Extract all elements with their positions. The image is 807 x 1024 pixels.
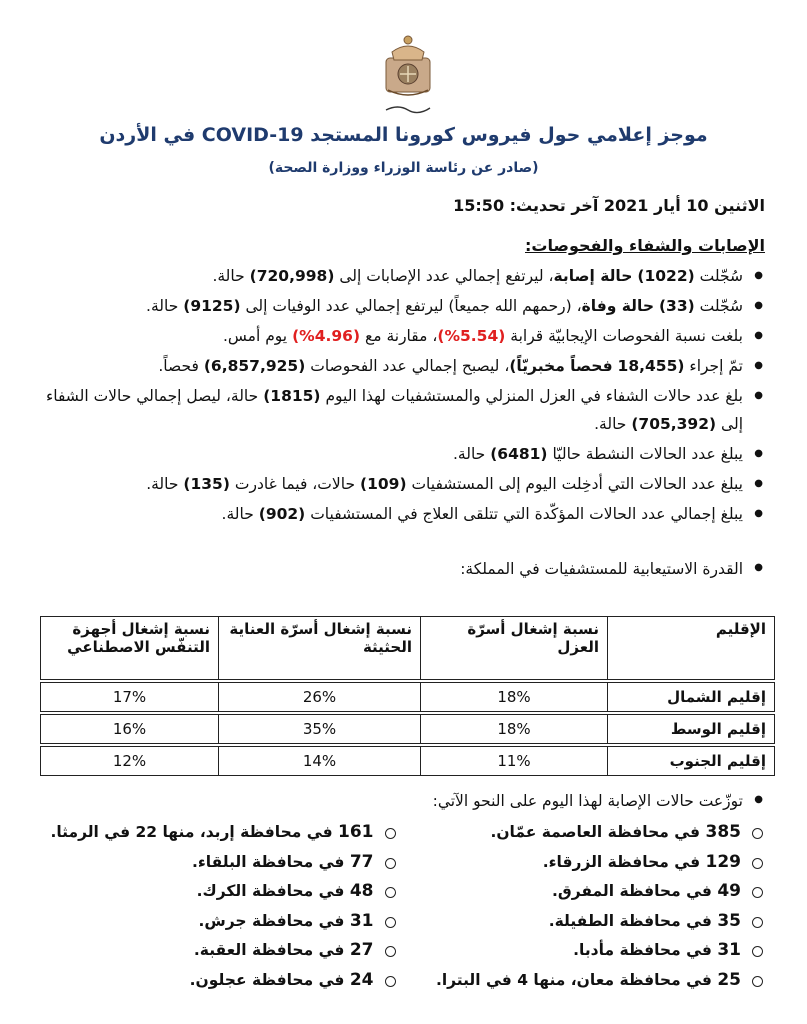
header-isolation: نسبة إشغال أسرّة العزل	[421, 617, 608, 680]
circle-bullet-icon	[385, 887, 396, 898]
circle-bullet-icon	[752, 828, 763, 839]
list-item: ● بلغ عدد حالات الشفاء في العزل المنزلي والمستشفيات لهذا اليوم (1815) حالة، ليصل إجمالي حالات الشفاء إلى (705,392) حالة.	[37, 382, 765, 438]
table-row: إقليم الشمال 18% 26% 17%	[41, 683, 775, 712]
table-row: إقليم الوسط 18% 35% 16%	[41, 715, 775, 744]
list-item: 129 في محافظة الزرقاء.	[408, 848, 776, 878]
page-title: موجز إعلامي حول فيروس كورونا المستجد COVID-19 في الأردن	[99, 124, 708, 146]
header-icu: نسبة إشغال أسرّة العناية الحثيثة	[219, 617, 421, 680]
circle-bullet-icon	[385, 976, 396, 987]
stats-bullet-list	[37, 262, 765, 530]
list-item: 27 في محافظة العقبة.	[40, 936, 408, 966]
circle-bullet-icon	[752, 917, 763, 928]
governorate-list	[40, 818, 775, 995]
circle-bullet-icon	[752, 946, 763, 957]
circle-bullet-icon	[752, 887, 763, 898]
list-item: 48 في محافظة الكرك.	[40, 877, 408, 907]
list-item: 31 في محافظة جرش.	[40, 907, 408, 937]
list-item: 161 في محافظة إربد، منها 22 في الرمثا.	[40, 818, 408, 848]
table-row: إقليم الجنوب 11% 14% 12%	[41, 747, 775, 776]
update-time: 15:50	[453, 196, 505, 215]
list-item: ● سُجّلت (33) حالة وفاة، (رحمهم الله جميعاً) ليرتفع إجمالي عدد الوفيات إلى (9125) حالة.	[37, 292, 765, 320]
distribution-label: ● توزّعت حالات الإصابة لهذا اليوم على النحو الآتي:	[433, 792, 765, 810]
list-item: 385 في محافظة العاصمة عمّان.	[408, 818, 776, 848]
list-item: ● بلغت نسبة الفحوصات الإيجابيّة قرابة (5.54%)، مقارنة مع (4.96%) يوم أمس.	[37, 322, 765, 350]
page-subtitle: (صادر عن رئاسة الوزراء ووزارة الصحة)	[268, 160, 539, 176]
list-item: ● يبلغ عدد الحالات النشطة حاليّا (6481) حالة.	[37, 440, 765, 468]
list-item: 35 في محافظة الطفيلة.	[408, 907, 776, 937]
circle-bullet-icon	[752, 858, 763, 869]
circle-bullet-icon	[752, 976, 763, 987]
circle-bullet-icon	[385, 828, 396, 839]
list-item: 25 في محافظة معان، منها 4 في البترا.	[408, 966, 776, 996]
section-title: الإصابات والشفاء والفحوصات:	[525, 236, 765, 255]
header-region: الإقليم	[608, 617, 775, 680]
header-ventilators: نسبة إشغال أجهزة التنفّس الاصطناعي	[41, 617, 219, 680]
list-item: ● سُجّلت (1022) حالة إصابة، ليرتفع إجمالي عدد الإصابات إلى (720,998) حالة.	[37, 262, 765, 290]
list-item: 31 في محافظة مأدبا.	[408, 936, 776, 966]
update-label: آخر تحديث:	[509, 196, 599, 215]
capacity-label: ● القدرة الاستيعابية للمستشفيات في المملكة:	[460, 560, 765, 578]
date: الاثنين 10 أيار 2021	[603, 196, 765, 215]
royal-emblem-logo	[378, 32, 438, 118]
list-item: ● يبلغ إجمالي عدد الحالات المؤكّدة التي تتلقى العلاج في المستشفيات (902) حالة.	[37, 500, 765, 528]
list-item: ● تمّ إجراء (18,455 فحصاً مخبريّاً)، ليصبح إجمالي عدد الفحوصات (6,857,925) فحصاً.	[37, 352, 765, 380]
list-item: ● يبلغ عدد الحالات التي أدخِلت اليوم إلى المستشفيات (109) حالات، فيما غادرت (135) حالة.	[37, 470, 765, 498]
circle-bullet-icon	[385, 917, 396, 928]
table-header-row	[41, 617, 775, 680]
hospital-capacity-table	[40, 616, 775, 776]
list-item: 77 في محافظة البلقاء.	[40, 848, 408, 878]
list-item: 49 في محافظة المفرق.	[408, 877, 776, 907]
dateline	[453, 196, 765, 215]
list-item: 24 في محافظة عجلون.	[40, 966, 408, 996]
circle-bullet-icon	[385, 858, 396, 869]
circle-bullet-icon	[385, 946, 396, 957]
